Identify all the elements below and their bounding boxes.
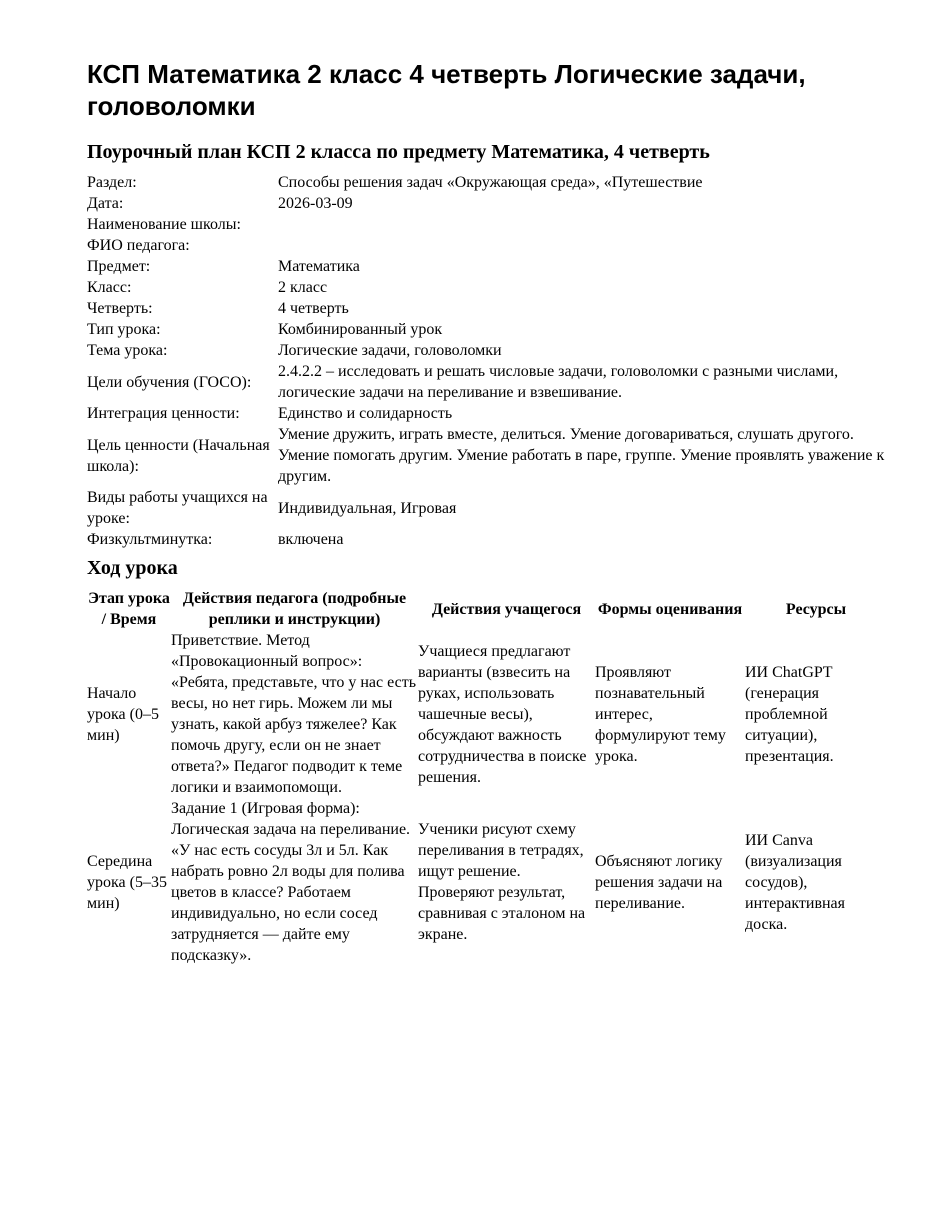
column-header-stage: Этап урока / Время (88, 590, 170, 628)
cell-resources: ИИ ChatGPT (генерация проблемной ситуации), презентация. (745, 663, 834, 765)
info-key: Предмет: (87, 258, 151, 275)
info-value (278, 214, 887, 235)
cell-teacher: Приветствие. Метод «Провокационный вопрос»: «Ребята, представьте, что у нас есть весы, но нет гирь. Можем ли мы узнать, какой арбуз тяжелее? Как помочь другу, если он не знает ответа?» Педагог подводит к теме логики и взаимопомощи. (171, 632, 416, 796)
info-key: Физкультминутка: (87, 531, 213, 548)
info-key: Класс: (87, 279, 132, 296)
cell-stage: Начало урока (0–5 мин) (87, 684, 159, 744)
table-row (87, 798, 887, 966)
info-value: 2 класс (278, 279, 328, 296)
info-key: Тема урока: (87, 342, 168, 359)
column-header-resources: Ресурсы (785, 600, 847, 618)
info-key: Тип урока: (87, 321, 161, 338)
info-value (278, 235, 887, 256)
info-key: Цель ценности (Начальная школа): (87, 436, 270, 475)
info-row-value-integration (87, 403, 887, 424)
cell-resources: ИИ Canva (визуализация сосудов), интерактивная доска. (745, 831, 846, 933)
document-page (87, 58, 887, 966)
info-key: Раздел: (87, 174, 137, 191)
lesson-flow-table (87, 588, 887, 966)
table-row (87, 630, 887, 798)
cell-student: Ученики рисуют схему переливания в тетрадях, ищут решение. Проверяют результат, сравнивая с эталоном на экране. (418, 821, 586, 943)
info-value: 2026-03-09 (278, 195, 353, 212)
info-row-school (87, 214, 887, 235)
column-header-assessment: Формы оценивания (597, 600, 743, 618)
info-value: 2.4.2.2 – исследовать и решать числовые задачи, головоломки с разными числами, логические задачи на переливание и взвешивание. (278, 363, 839, 401)
info-row-quarter (87, 298, 887, 319)
cell-teacher: Задание 1 (Игровая форма): Логическая задача на переливание. «У нас есть сосуды 3л и 5л. Как набрать ровно 2л воды для полива цветов в классе? Работаем индивидуально, но если сосед затрудняется — дайте ему подсказку». (171, 800, 411, 964)
info-value: Логические задачи, головоломки (278, 342, 502, 359)
info-row-exercise (87, 529, 887, 550)
info-key: ФИО педагога: (87, 237, 190, 254)
cell-assessment: Проявляют познавательный интерес, формулируют тему урока. (595, 663, 726, 765)
info-row-lesson-type (87, 319, 887, 340)
info-row-class (87, 277, 887, 298)
info-row-subject (87, 256, 887, 277)
cell-stage: Середина урока (5–35 мин) (87, 852, 167, 912)
info-row-value-goal (87, 424, 887, 487)
lesson-info-table (87, 172, 887, 550)
info-value: Математика (278, 258, 360, 275)
info-row-work-types (87, 487, 887, 529)
lesson-flow-heading: Ход урока (87, 557, 178, 579)
column-header-teacher: Действия педагога (подробные реплики и инструкции) (182, 590, 407, 628)
info-value: Способы решения задач «Окружающая среда», «Путешествие (278, 174, 703, 191)
column-header-student: Действия учащегося (431, 600, 582, 618)
info-key: Интеграция ценности: (87, 405, 240, 422)
info-key: Дата: (87, 195, 124, 212)
info-row-date (87, 193, 887, 214)
info-value: 4 четверть (278, 300, 349, 317)
info-key: Виды работы учащихся на уроке: (87, 489, 268, 527)
info-value: Индивидуальная, Игровая (278, 499, 457, 517)
info-value: Умение дружить, играть вместе, делиться. Умение договариваться, слушать другого. Умение помогать другим. Умение работать в паре, группе. Умение проявлять уважение к другим. (278, 426, 885, 485)
cell-assessment: Объясняют логику решения задачи на переливание. (595, 852, 723, 912)
info-row-teacher (87, 235, 887, 256)
info-value: Единство и солидарность (278, 405, 453, 422)
info-key: Четверть: (87, 300, 153, 317)
info-key: Наименование школы: (87, 216, 241, 233)
plan-subtitle: Поурочный план КСП 2 класса по предмету Математика, 4 четверть (87, 141, 710, 163)
lesson-table-header-row (87, 588, 887, 630)
info-row-goals (87, 361, 887, 403)
info-value: Комбинированный урок (278, 321, 443, 338)
info-row-section (87, 172, 887, 193)
info-key: Цели обучения (ГОСО): (87, 373, 252, 391)
cell-student: Учащиеся предлагают варианты (взвесить на руках, использовать чашечные весы), обсуждают важность сотрудничества в поиске решения. (418, 642, 587, 786)
info-value: включена (278, 531, 344, 548)
info-row-topic (87, 340, 887, 361)
page-title: КСП Математика 2 класс 4 четверть Логические задачи, головоломки (87, 59, 806, 121)
